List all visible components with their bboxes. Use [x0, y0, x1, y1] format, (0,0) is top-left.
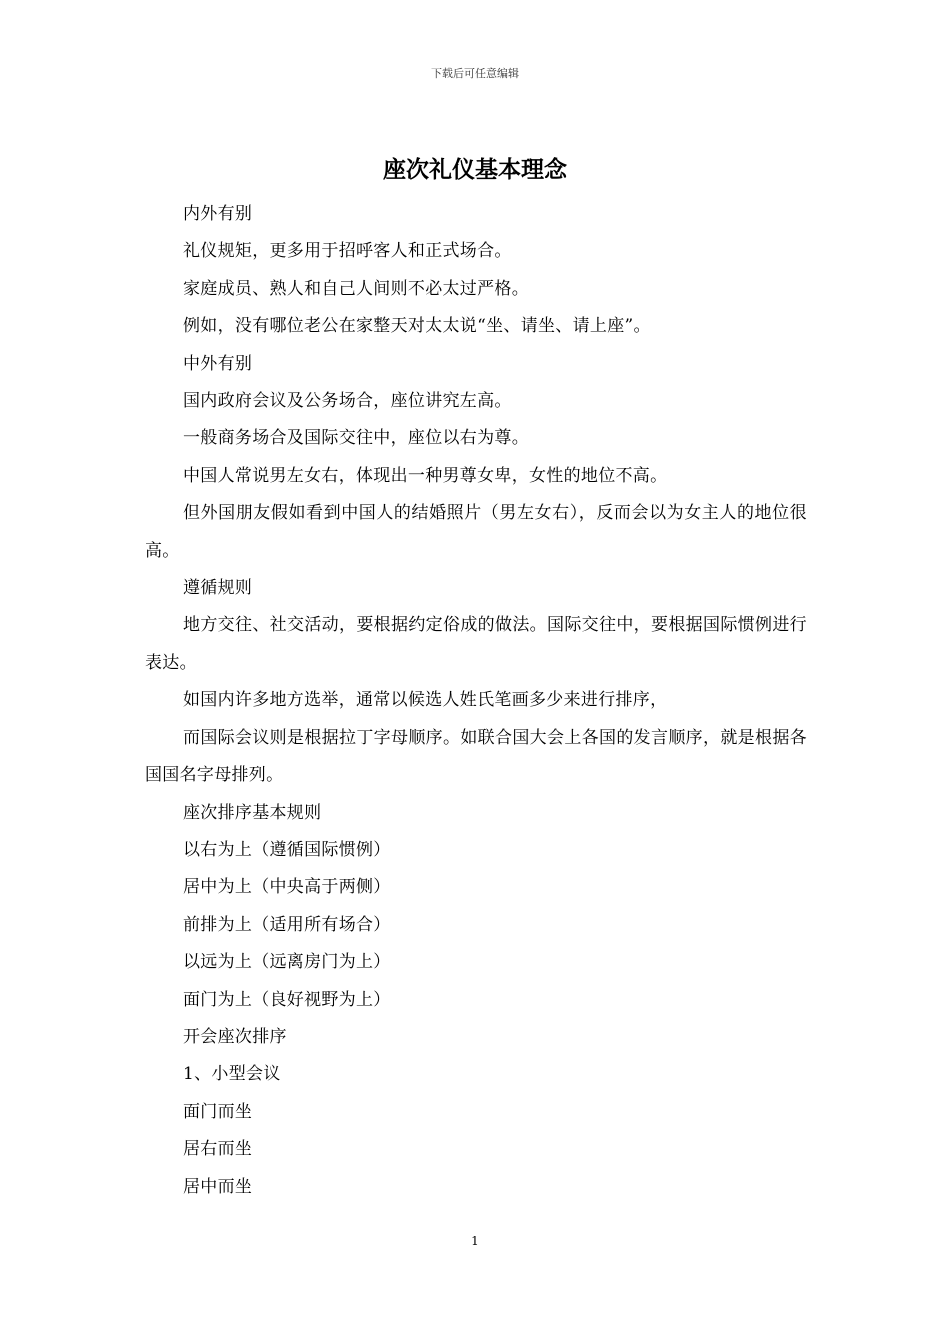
paragraph: 1、小型会议 — [183, 1064, 281, 1085]
paragraph: 而国际会议则是根据拉丁字母顺序。如联合国大会上各国的发言顺序，就是根据各国国名字母排列。 — [145, 727, 807, 786]
paragraph: 开会座次排序 — [183, 1026, 287, 1047]
paragraph: 家庭成员、熟人和自己人间则不必太过严格。 — [183, 278, 529, 299]
paragraph: 例如，没有哪位老公在家整天对太太说“坐、请坐、请上座”。 — [183, 316, 651, 337]
header-note: 下载后可任意编辑 — [431, 67, 519, 80]
paragraph: 如国内许多地方选举，通常以候选人姓氏笔画多少来进行排序， — [183, 690, 668, 711]
paragraph: 座次排序基本规则 — [183, 802, 322, 823]
paragraph: 居右而坐 — [183, 1139, 253, 1160]
paragraph: 中外有别 — [183, 353, 253, 374]
paragraph: 遵循规则 — [183, 578, 253, 599]
document-title: 座次礼仪基本理念 — [383, 156, 567, 183]
paragraph: 但外国朋友假如看到中国人的结婚照片（男左女右），反而会以为女主人的地位很高。 — [145, 503, 807, 561]
paragraph: 内外有别 — [183, 204, 253, 224]
paragraph: 一般商务场合及国际交往中，座位以右为尊。 — [183, 428, 529, 449]
paragraph: 地方交往、社交活动，要根据约定俗成的做法。国际交往中，要根据国际惯例进行表达。 — [145, 615, 807, 673]
paragraph: 居中为上（中央高于两侧） — [183, 877, 391, 898]
paragraph: 以远为上（远离房门为上） — [183, 952, 391, 973]
document-body — [145, 196, 807, 1206]
paragraph: 以右为上（遵循国际惯例） — [183, 839, 391, 860]
paragraph: 国内政府会议及公务场合，座位讲究左高。 — [183, 391, 512, 412]
paragraph: 礼仪规矩，更多用于招呼客人和正式场合。 — [183, 241, 512, 262]
paragraph: 中国人常说男左女右，体现出一种男尊女卑，女性的地位不高。 — [183, 465, 668, 486]
paragraph: 前排为上（适用所有场合） — [183, 914, 391, 935]
paragraph: 面门为上（良好视野为上） — [183, 989, 391, 1010]
paragraph: 居中而坐 — [183, 1176, 253, 1197]
page-number: 1 — [471, 1234, 479, 1248]
paragraph: 面门而坐 — [183, 1101, 253, 1122]
